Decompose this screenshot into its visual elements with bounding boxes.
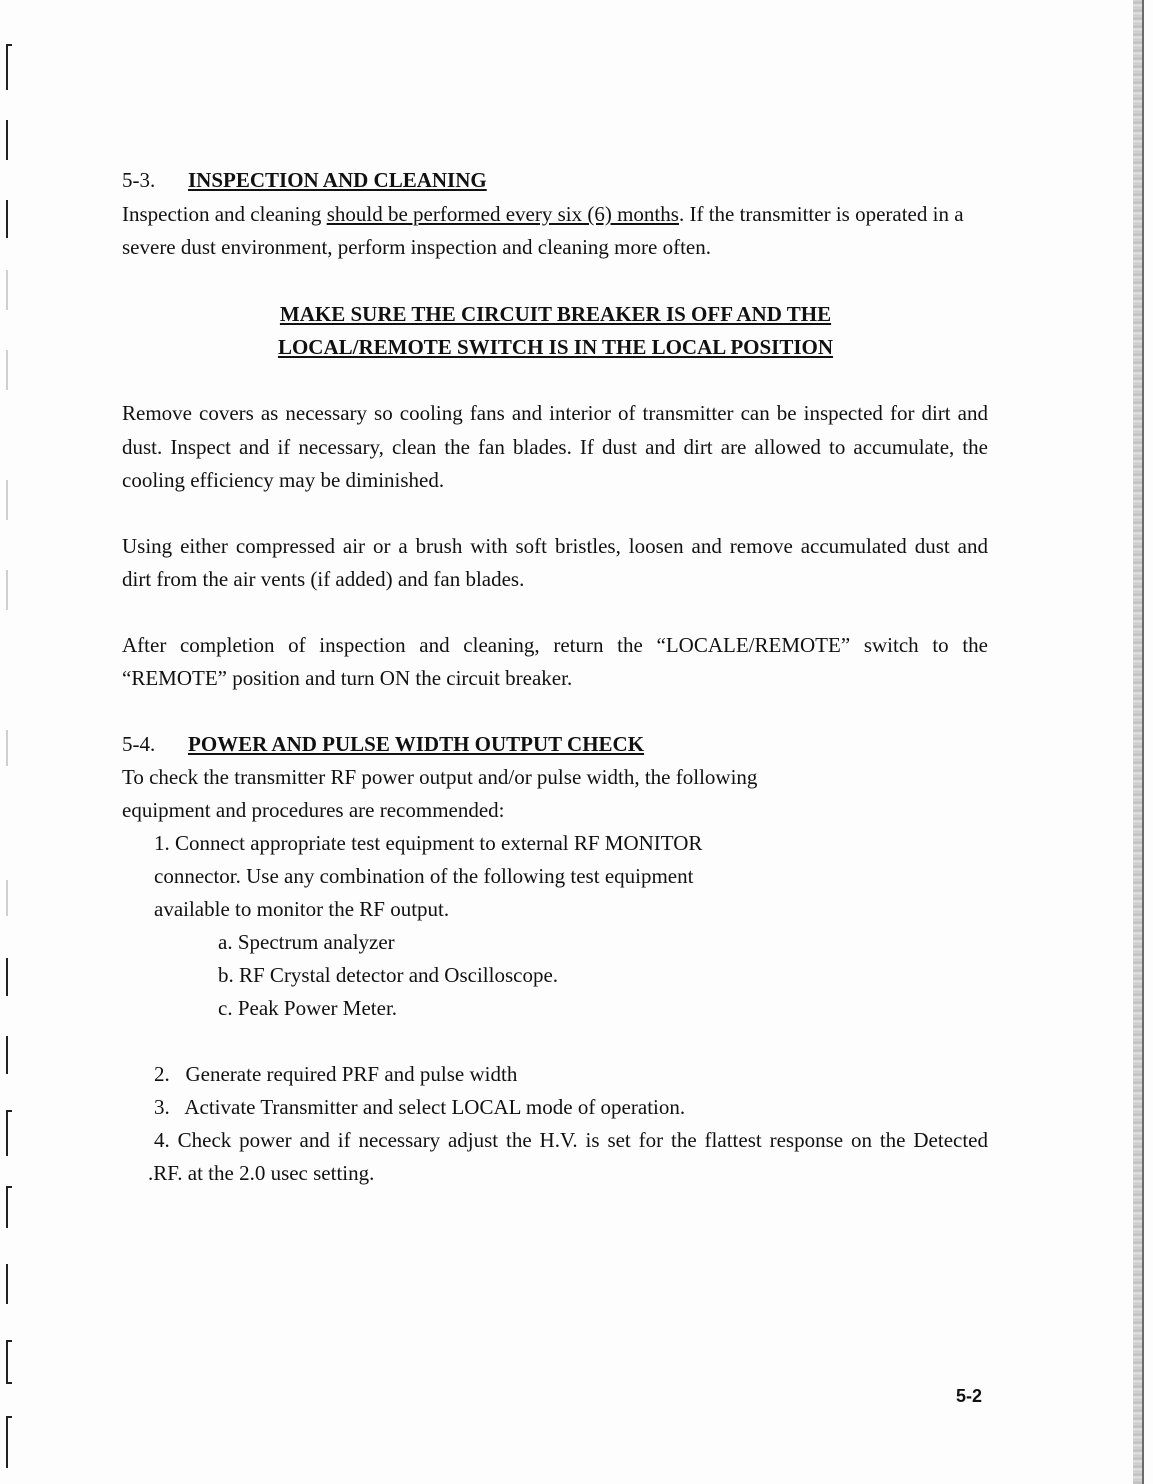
- intro-underlined: should be performed every six (6) months: [326, 202, 679, 226]
- step-line: 2. Generate required PRF and pulse width: [154, 1062, 518, 1086]
- scan-edge-line: [1142, 0, 1144, 1484]
- substep-line: a. Spectrum analyzer: [218, 930, 395, 954]
- substep-line: c. Peak Power Meter.: [218, 996, 398, 1020]
- binder-edge-mark: [6, 1416, 12, 1468]
- paragraph-line: After completion of inspection and cleaning, return the “LOCALE/REMOTE” switch to the: [122, 633, 988, 657]
- binder-edge-mark: [6, 958, 12, 996]
- section-heading-5-4: [122, 731, 644, 757]
- binder-edge-mark: [6, 44, 12, 90]
- intro-line-2: severe dust environment, perform inspection and cleaning more often.: [122, 235, 711, 259]
- paragraph-line: “REMOTE” position and turn ON the circuit breaker.: [122, 666, 573, 690]
- warning-line-2: LOCAL/REMOTE SWITCH IS IN THE LOCAL POSITION: [277, 335, 834, 359]
- binder-edge-mark: [6, 1186, 12, 1228]
- intro-line: To check the transmitter RF power output and/or pulse width, the following: [122, 765, 758, 789]
- binder-edge-mark: [6, 1264, 12, 1304]
- binder-edge-faint: [6, 480, 8, 520]
- intro-suffix: . If the transmitter is operated in a: [678, 202, 964, 226]
- step-line: 4. Check power and if necessary adjust the H.V. is set for the flattest response on the Detected: [154, 1128, 988, 1152]
- binder-edge-faint: [6, 570, 8, 610]
- section-title: INSPECTION AND CLEANING: [188, 168, 487, 192]
- step-line: connector. Use any combination of the following test equipment: [154, 864, 694, 888]
- substep-line: b. RF Crystal detector and Oscilloscope.: [218, 963, 559, 987]
- binder-edge-mark: [6, 120, 12, 160]
- binder-edge-faint: [6, 730, 8, 766]
- paragraph-line: Using either compressed air or a brush with soft bristles, loosen and remove accumulated dust and: [122, 534, 988, 558]
- section-number: 5-4.: [122, 732, 156, 756]
- intro-line-1: [122, 201, 964, 227]
- warning-line-1: MAKE SURE THE CIRCUIT BREAKER IS OFF AND THE: [279, 302, 832, 326]
- binder-edge-mark: [6, 1036, 12, 1074]
- intro-line: equipment and procedures are recommended:: [122, 798, 505, 822]
- step-line: 3. Activate Transmitter and select LOCAL mode of operation.: [154, 1095, 686, 1119]
- binder-edge-mark: [6, 1110, 12, 1156]
- intro-prefix: Inspection and cleaning: [122, 202, 327, 226]
- section-heading-5-3: [122, 167, 487, 193]
- paragraph-line: dirt from the air vents (if added) and fan blades.: [122, 567, 525, 591]
- paragraph-line: cooling efficiency may be diminished.: [122, 468, 445, 492]
- step-line: .RF. at the 2.0 usec setting.: [148, 1161, 375, 1185]
- page-number: 5-2: [956, 1386, 983, 1406]
- section-number: 5-3.: [122, 168, 156, 192]
- paragraph-line: Remove covers as necessary so cooling fans and interior of transmitter can be inspected for dirt and: [122, 401, 988, 425]
- binder-edge-faint: [6, 880, 8, 916]
- step-line: 1. Connect appropriate test equipment to external RF MONITOR: [154, 831, 703, 855]
- binder-edge-mark: [6, 200, 12, 238]
- paragraph-line: dust. Inspect and if necessary, clean the fan blades. If dust and dirt are allowed to accumulate, the: [122, 435, 988, 459]
- binder-edge-mark: [6, 1340, 12, 1384]
- section-title: POWER AND PULSE WIDTH OUTPUT CHECK: [188, 732, 645, 756]
- step-line: available to monitor the RF output.: [154, 897, 450, 921]
